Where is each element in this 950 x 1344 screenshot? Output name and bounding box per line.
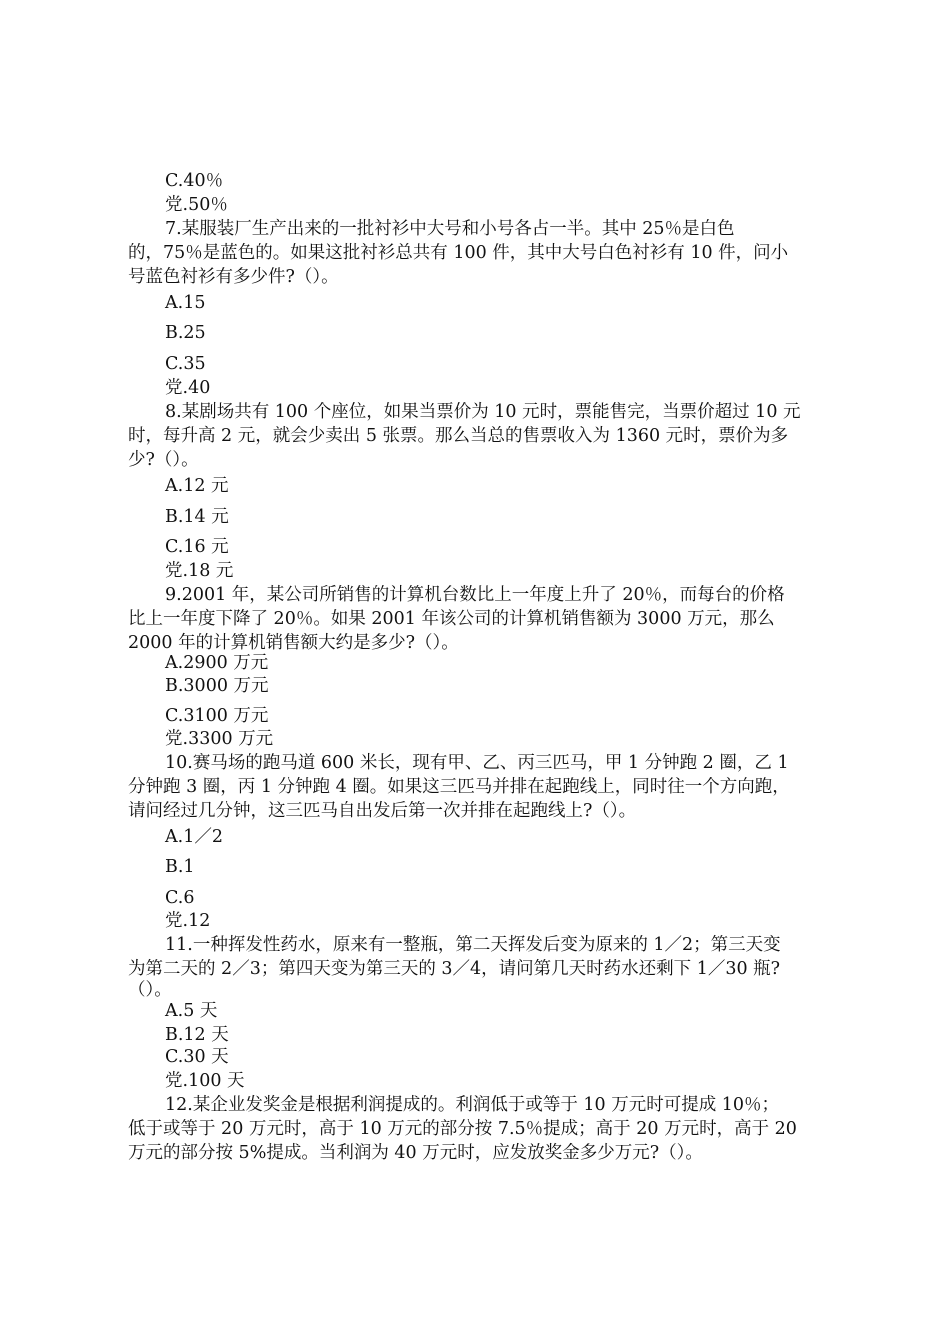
option-c: C.40％ <box>165 171 224 191</box>
question-10-line-1: 10.赛马场的跑马道 600 米长，现有甲、乙、丙三匹马，甲 1 分钟跑 2 圈，乙 1 <box>165 753 789 773</box>
question-7-line-3: 号蓝色衬衫有多少件?（）。 <box>128 267 339 287</box>
option-a: A.2900 万元 <box>165 653 269 673</box>
option-d: 党.100 天 <box>165 1071 245 1091</box>
option-d: 党.40 <box>165 378 211 398</box>
option-d: 党.18 元 <box>165 561 234 581</box>
question-11-line-1: 11.一种挥发性药水，原来有一整瓶，第二天挥发后变为原来的 1／2；第三天变 <box>165 935 781 955</box>
option-b: B.25 <box>165 323 206 343</box>
question-8-line-2: 时，每升高 2 元，就会少卖出 5 张票。那么当总的售票收入为 1360 元时，票价为多 <box>128 426 789 446</box>
option-c: C.3100 万元 <box>165 706 269 726</box>
option-c: C.35 <box>165 354 206 374</box>
question-9-line-1: 9.2001 年，某公司所销售的计算机台数比上一年度上升了 20％，而每台的价格 <box>165 585 785 605</box>
question-12-line-3: 万元的部分按 5%提成。当利润为 40 万元时，应发放奖金多少万元?（）。 <box>128 1143 703 1163</box>
question-9-line-3: 2000 年的计算机销售额大约是多少?（）。 <box>128 633 459 653</box>
option-d: 党.50％ <box>165 195 228 215</box>
option-c: C.16 元 <box>165 537 229 557</box>
question-10-line-2: 分钟跑 3 圈，丙 1 分钟跑 4 圈。如果这三匹马并排在起跑线上，同时往一个方向跑， <box>128 777 790 797</box>
option-b: B.14 元 <box>165 507 229 527</box>
question-7-line-1: 7.某服装厂生产出来的一批衬衫中大号和小号各占一半。其中 25％是白色 <box>165 219 735 239</box>
option-a: A.15 <box>165 293 206 313</box>
question-8-line-3: 少?（）。 <box>128 450 199 470</box>
option-c: C.6 <box>165 888 195 908</box>
option-a: A.5 天 <box>165 1001 218 1021</box>
option-b: B.3000 万元 <box>165 676 269 696</box>
question-11-line-3: （）。 <box>128 980 172 1000</box>
question-12-line-2: 低于或等于 20 万元时，高于 10 万元的部分按 7.5％提成；高于 20 万元时，高于 20 <box>128 1119 797 1139</box>
question-12-line-1: 12.某企业发奖金是根据利润提成的。利润低于或等于 10 万元时可提成 10％； <box>165 1095 780 1115</box>
question-7-line-2: 的，75％是蓝色的。如果这批衬衫总共有 100 件，其中大号白色衬衫有 10 件，问小 <box>128 243 789 263</box>
option-b: B.12 天 <box>165 1025 229 1045</box>
option-a: A.12 元 <box>165 476 229 496</box>
question-11-line-2: 为第二天的 2／3；第四天变为第三天的 3／4，请问第几天时药水还剩下 1／30 瓶? <box>128 959 781 979</box>
option-d: 党.12 <box>165 911 211 931</box>
question-9-line-2: 比上一年度下降了 20％。如果 2001 年该公司的计算机销售额为 3000 万元，那么 <box>128 609 775 629</box>
option-a: A.1／2 <box>165 827 223 847</box>
option-b: B.1 <box>165 857 195 877</box>
question-10-line-3: 请问经过几分钟，这三匹马自出发后第一次并排在起跑线上?（）。 <box>128 801 637 821</box>
question-8-line-1: 8.某剧场共有 100 个座位，如果当票价为 10 元时，票能售完，当票价超过 10 元 <box>165 402 801 422</box>
option-c: C.30 天 <box>165 1047 229 1067</box>
option-d: 党.3300 万元 <box>165 729 274 749</box>
